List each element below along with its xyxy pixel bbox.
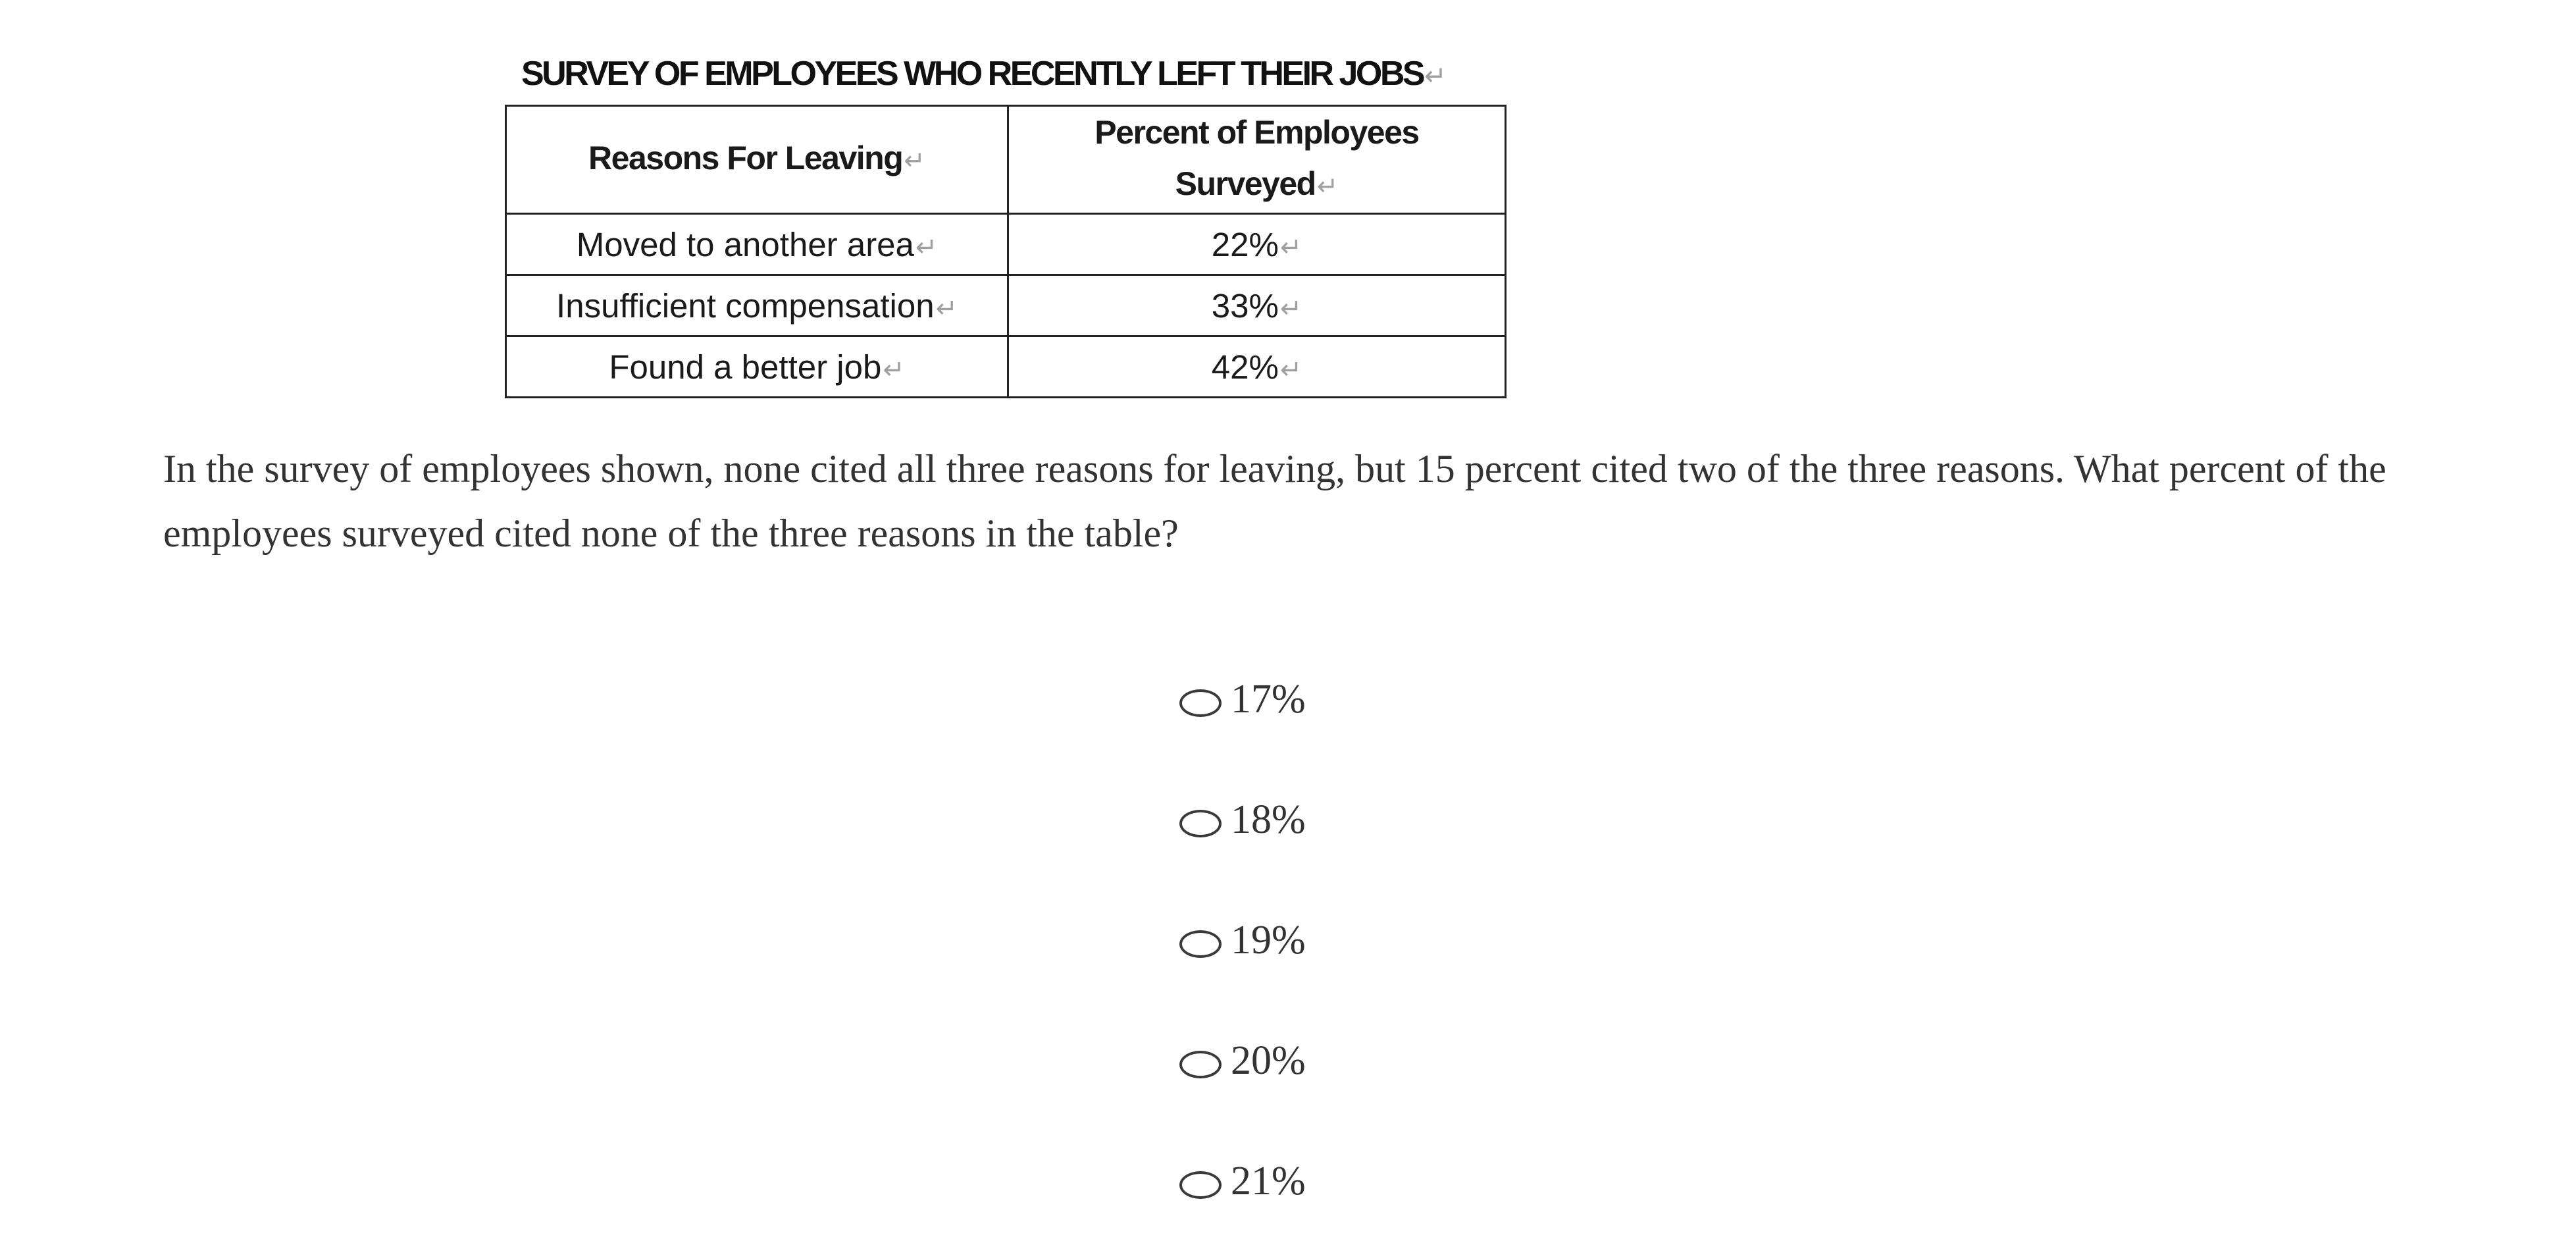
paragraph-mark-icon: ↵ [935,294,958,323]
radio-button[interactable] [1179,930,1222,958]
reason-text: Insufficient compensation [556,286,935,325]
percent-text: 42% [1211,348,1279,386]
header-reasons-text: Reasons For Leaving [588,140,903,176]
reason-cell [506,275,1008,336]
reason-cell [506,214,1008,275]
option-label: 19% [1231,917,1306,963]
table-header-row [506,106,1506,214]
radio-button[interactable] [1179,689,1222,717]
paragraph-mark-icon: ↵ [915,232,938,262]
table-row [506,214,1506,275]
paragraph-mark-icon: ↵ [1316,172,1339,201]
table-row [506,336,1506,398]
header-reasons [506,106,1008,214]
reason-cell [506,336,1008,398]
percent-cell [1008,336,1506,398]
option-label: 17% [1231,676,1306,722]
answer-option[interactable] [1179,1121,1306,1241]
percent-cell [1008,275,1506,336]
paragraph-mark-icon: ↵ [1279,232,1302,262]
survey-table [505,105,1507,398]
answer-option[interactable] [1179,639,1306,759]
answer-option[interactable] [1179,880,1306,1000]
header-percent [1008,106,1506,214]
paragraph-mark-icon: ↵ [1424,61,1447,91]
answer-option[interactable] [1179,1000,1306,1121]
survey-table-block [505,51,1510,398]
header-percent-line1: Percent of Employees [1095,114,1419,151]
option-label: 20% [1231,1038,1306,1083]
reason-text: Moved to another area [576,225,914,263]
percent-text: 22% [1211,225,1279,263]
radio-button[interactable] [1179,1171,1222,1199]
paragraph-mark-icon: ↵ [1279,355,1302,384]
table-title-text: SURVEY OF EMPLOYEES WHO RECENTLY LEFT THEIR JOBS [521,55,1424,93]
answer-option[interactable] [1179,759,1306,880]
radio-button[interactable] [1179,1051,1222,1078]
option-label: 18% [1231,797,1306,842]
paragraph-mark-icon: ↵ [883,355,905,384]
percent-cell [1008,214,1506,275]
question-text: In the survey of employees shown, none cited all three reasons for leaving, but 15 percent cited two of the three reasons. What percent of the employees surveyed cited none of the three reasons in the table? [163,447,2386,555]
paragraph-mark-icon: ↵ [904,147,925,175]
answer-options [1179,639,1306,1241]
percent-text: 33% [1211,286,1279,325]
reason-text: Found a better job [609,348,882,386]
option-label: 21% [1231,1158,1306,1203]
table-title [521,51,1510,98]
table-row [506,275,1506,336]
header-percent-line2: Surveyed [1175,165,1316,202]
radio-button[interactable] [1179,810,1222,837]
paragraph-mark-icon: ↵ [1279,294,1302,323]
